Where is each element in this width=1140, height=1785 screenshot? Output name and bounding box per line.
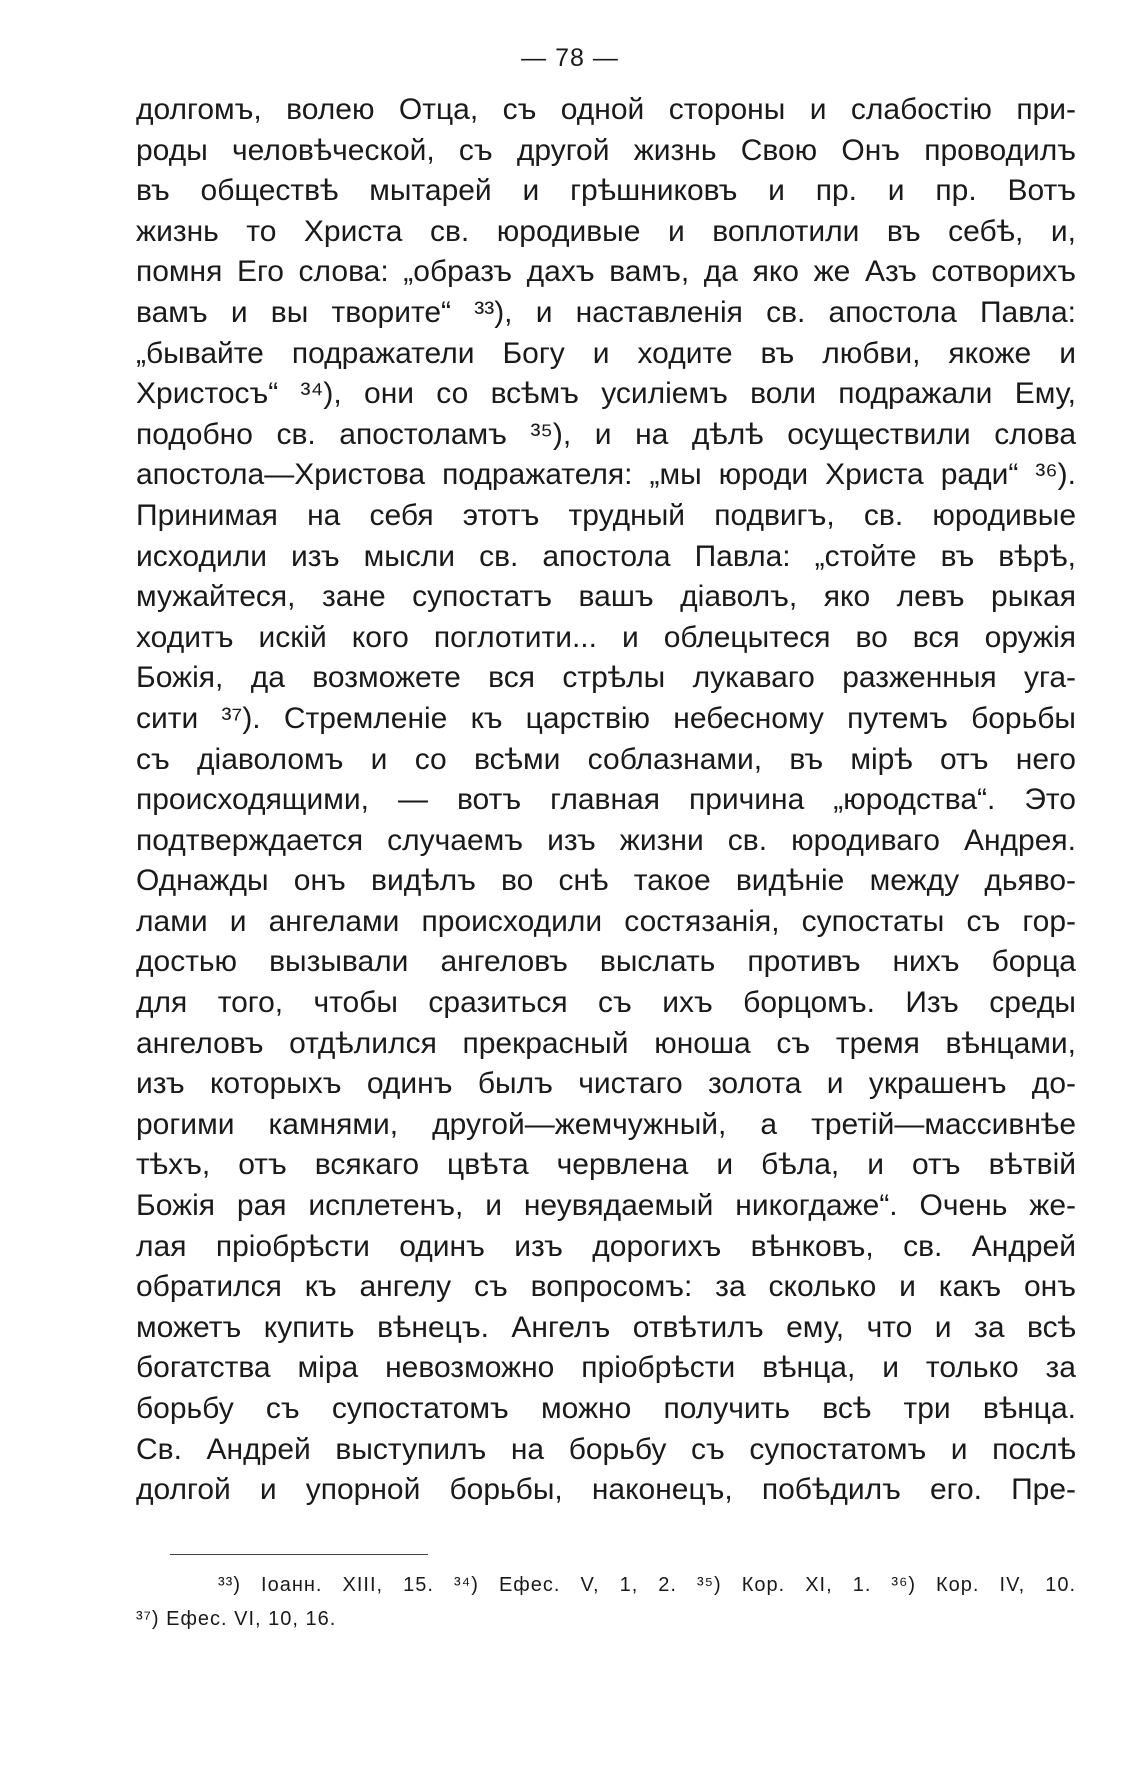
text-line: долгомъ, волею Отца, съ одной стороны и слабостію при- — [136, 93, 1076, 126]
text-line: Однажды онъ видѣлъ во снѣ такое видѣніе между дьяво- — [136, 864, 1076, 898]
text-line: изъ которыхъ одинъ былъ чистаго золота и украшенъ до- — [136, 1067, 1076, 1101]
text-line: апостола—Христова подражателя: „мы юроди Христа ради“ ³⁶). — [136, 458, 1076, 492]
text-line: достью вызывали ангеловъ выслать противъ нихъ борца — [136, 945, 1076, 979]
text-line: Св. Андрей выступилъ на борьбу съ супостатомъ и послѣ — [136, 1432, 1076, 1466]
text-line: обратился къ ангелу съ вопросомъ: за сколько и какъ онъ — [136, 1270, 1076, 1304]
text-line: роды человѣческой, съ другой жизнь Свою Онъ проводилъ — [136, 133, 1076, 167]
footnote-line: ³³) Іоанн. XIII, 15. ³⁴) Ефес. V, 1, 2. ³⁵) Кор. XI, 1. ³⁶) Кор. IV, 10. — [218, 1574, 1076, 1596]
text-line: исходили изъ мысли св. апостола Павла: „стойте въ вѣрѣ, — [136, 539, 1076, 573]
text-line: ангеловъ отдѣлился прекрасный юноша съ тремя вѣнцами, — [136, 1026, 1076, 1060]
text-line: сити ³⁷). Стремленіе къ царствію небесному путемъ борьбы — [136, 701, 1076, 735]
text-line: можетъ купить вѣнецъ. Ангелъ отвѣтилъ ему, что и за всѣ — [136, 1310, 1076, 1344]
text-line: Божія рая исплетенъ, и неувядаемый никогдаже“. Очень же- — [136, 1189, 1076, 1223]
text-line: долгой и упорной борьбы, наконецъ, побѣдилъ его. Пре- — [136, 1473, 1076, 1507]
text-line: вамъ и вы творите“ ³³), и наставленія св. апостола Павла: — [136, 295, 1076, 329]
text-line: подтверждается случаемъ изъ жизни св. юродиваго Андрея. — [136, 823, 1076, 857]
text-line: Божія, да возможете вся стрѣлы лукаваго разженныя уга- — [136, 661, 1076, 695]
text-line: Христосъ“ ³⁴), они со всѣмъ усиліемъ воли подражали Ему, — [136, 377, 1076, 411]
text-line: борьбу съ супостатомъ можно получить всѣ три вѣнца. — [136, 1392, 1076, 1425]
text-line: жизнь то Христа св. юродивые и воплотили въ себѣ, и, — [136, 214, 1076, 248]
footnote-line: ³⁷) Ефес. VI, 10, 16. — [136, 1608, 337, 1630]
text-line: лая пріобрѣсти одинъ изъ дорогихъ вѣнковъ, св. Андрей — [136, 1229, 1076, 1263]
page-number: — 78 — — [521, 44, 619, 72]
text-line: происходящими, — вотъ главная причина „юродства“. Это — [136, 783, 1076, 817]
text-line: мужайтеся, зане супостатъ вашъ діаволъ, яко левъ рыкая — [136, 580, 1076, 614]
text-line: ходитъ искій кого поглотити... и облецытеся во вся оружія — [136, 620, 1076, 654]
text-line: Принимая на себя этотъ трудный подвигъ, св. юродивые — [136, 498, 1076, 532]
text-line: „бывайте подражатели Богу и ходите въ любви, якоже и — [136, 336, 1076, 370]
text-line: помня Его слова: „образъ дахъ вамъ, да яко же Азъ сотворихъ — [136, 255, 1076, 289]
text-line: съ діаволомъ и со всѣми соблазнами, въ мірѣ отъ него — [136, 742, 1076, 776]
footnote-divider — [170, 1554, 428, 1555]
body-text — [136, 90, 1076, 1511]
text-line: лами и ангелами происходили состязанія, супостаты съ гор- — [136, 904, 1076, 938]
text-line: рогими камнями, другой—жемчужный, а третій—массивнѣе — [136, 1107, 1076, 1141]
text-line: подобно св. апостоламъ ³⁵), и на дѣлѣ осуществили слова — [136, 417, 1076, 451]
text-line: въ обществѣ мытарей и грѣшниковъ и пр. и пр. Вотъ — [136, 174, 1076, 208]
text-line: для того, чтобы сразиться съ ихъ борцомъ. Изъ среды — [136, 986, 1076, 1020]
footnotes — [136, 1568, 1076, 1636]
text-line: тѣхъ, отъ всякаго цвѣта червлена и бѣла, и отъ вѣтвій — [136, 1148, 1076, 1182]
text-line: богатства міра невозможно пріобрѣсти вѣнца, и только за — [136, 1351, 1076, 1385]
